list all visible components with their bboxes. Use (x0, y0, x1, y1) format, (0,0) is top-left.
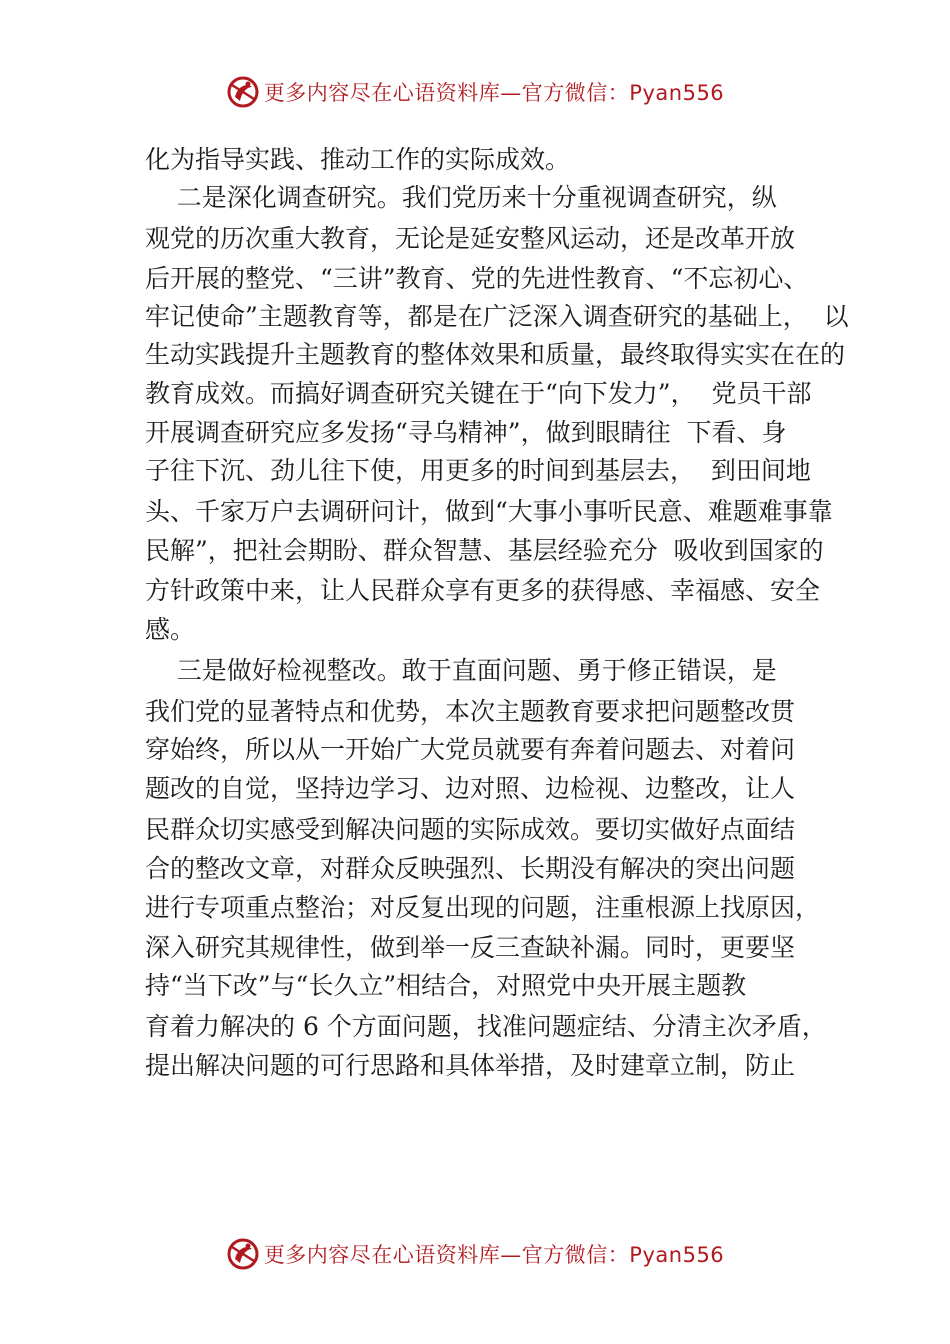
header-banner-text: 更多内容尽在心语资料库—官方微信：Pyan556 (263, 81, 725, 105)
text-line: 头、千家万户去调研问计，做到“大事小事听民意、难题难事靠 (145, 497, 833, 526)
text-line: 二是深化调查研究。我们党历来十分重视调查研究，纵 (145, 183, 777, 212)
text-line: 持“当下改”与“长久立”相结合，对照党中央开展主题教 (145, 971, 747, 1000)
text-line: 牢记使命”主题教育等，都是在广泛深入调查研究的基础上， 以 (145, 302, 849, 331)
text-line: 穿始终，所以从一开始广大党员就要有奔着问题去、对着问 (145, 735, 796, 764)
text-line: 民解”，把社会期盼、群众智慧、基层经验充分 吸收到国家的 (145, 536, 824, 565)
text-line: 化为指导实践、推动工作的实际成效。 (145, 145, 571, 174)
footer-banner (0, 1236, 950, 1272)
text-line: 开展调查研究应多发扬“寻乌精神”，做到眼睛往 下看、身 (145, 418, 787, 447)
text-line: 生动实践提升主题教育的整体效果和质量，最终取得实实在在的 (145, 340, 846, 369)
text-line: 我们党的显著特点和优势，本次主题教育要求把问题整改贯 (145, 697, 796, 726)
text-line: 感。 (145, 615, 196, 644)
text-line: 教育成效。而搞好调查研究关键在于“向下发力”， 党员干部 (145, 379, 812, 408)
text-line: 深入研究其规律性，做到举一反三查缺补漏。同时，更要坚 (145, 933, 796, 962)
text-line: 方针政策中来，让人民群众享有更多的获得感、幸福感、安全 (145, 576, 821, 605)
text-line: 民群众切实感受到解决问题的实际成效。要切实做好点面结 (145, 815, 796, 844)
text-line: 题改的自觉，坚持边学习、边对照、边检视、边整改，让人 (145, 774, 796, 803)
text-line: 育着力解决的 6 个方面问题，找准问题症结、分清主次矛盾， (145, 1012, 827, 1041)
text-line: 子往下沉、劲儿往下使，用更多的时间到基层去， 到田间地 (145, 456, 811, 485)
swirl-logo-icon (226, 1237, 260, 1271)
footer-banner-text: 更多内容尽在心语资料库—官方微信：Pyan556 (263, 1243, 725, 1267)
text-line: 提出解决问题的可行思路和具体举措，及时建章立制，防止 (145, 1051, 796, 1080)
header-banner (0, 74, 950, 110)
text-line: 进行专项重点整治；对反复出现的问题，注重根源上找原因， (145, 893, 821, 922)
text-line: 观党的历次重大教育，无论是延安整风运动，还是改革开放 (145, 224, 796, 253)
swirl-logo-icon (226, 75, 260, 109)
text-line: 后开展的整党、“三讲”教育、党的先进性教育、“不忘初心、 (145, 264, 809, 293)
text-line: 三是做好检视整改。敢于直面问题、勇于修正错误，是 (145, 656, 777, 685)
text-line: 合的整改文章，对群众反映强烈、长期没有解决的突出问题 (145, 854, 796, 883)
